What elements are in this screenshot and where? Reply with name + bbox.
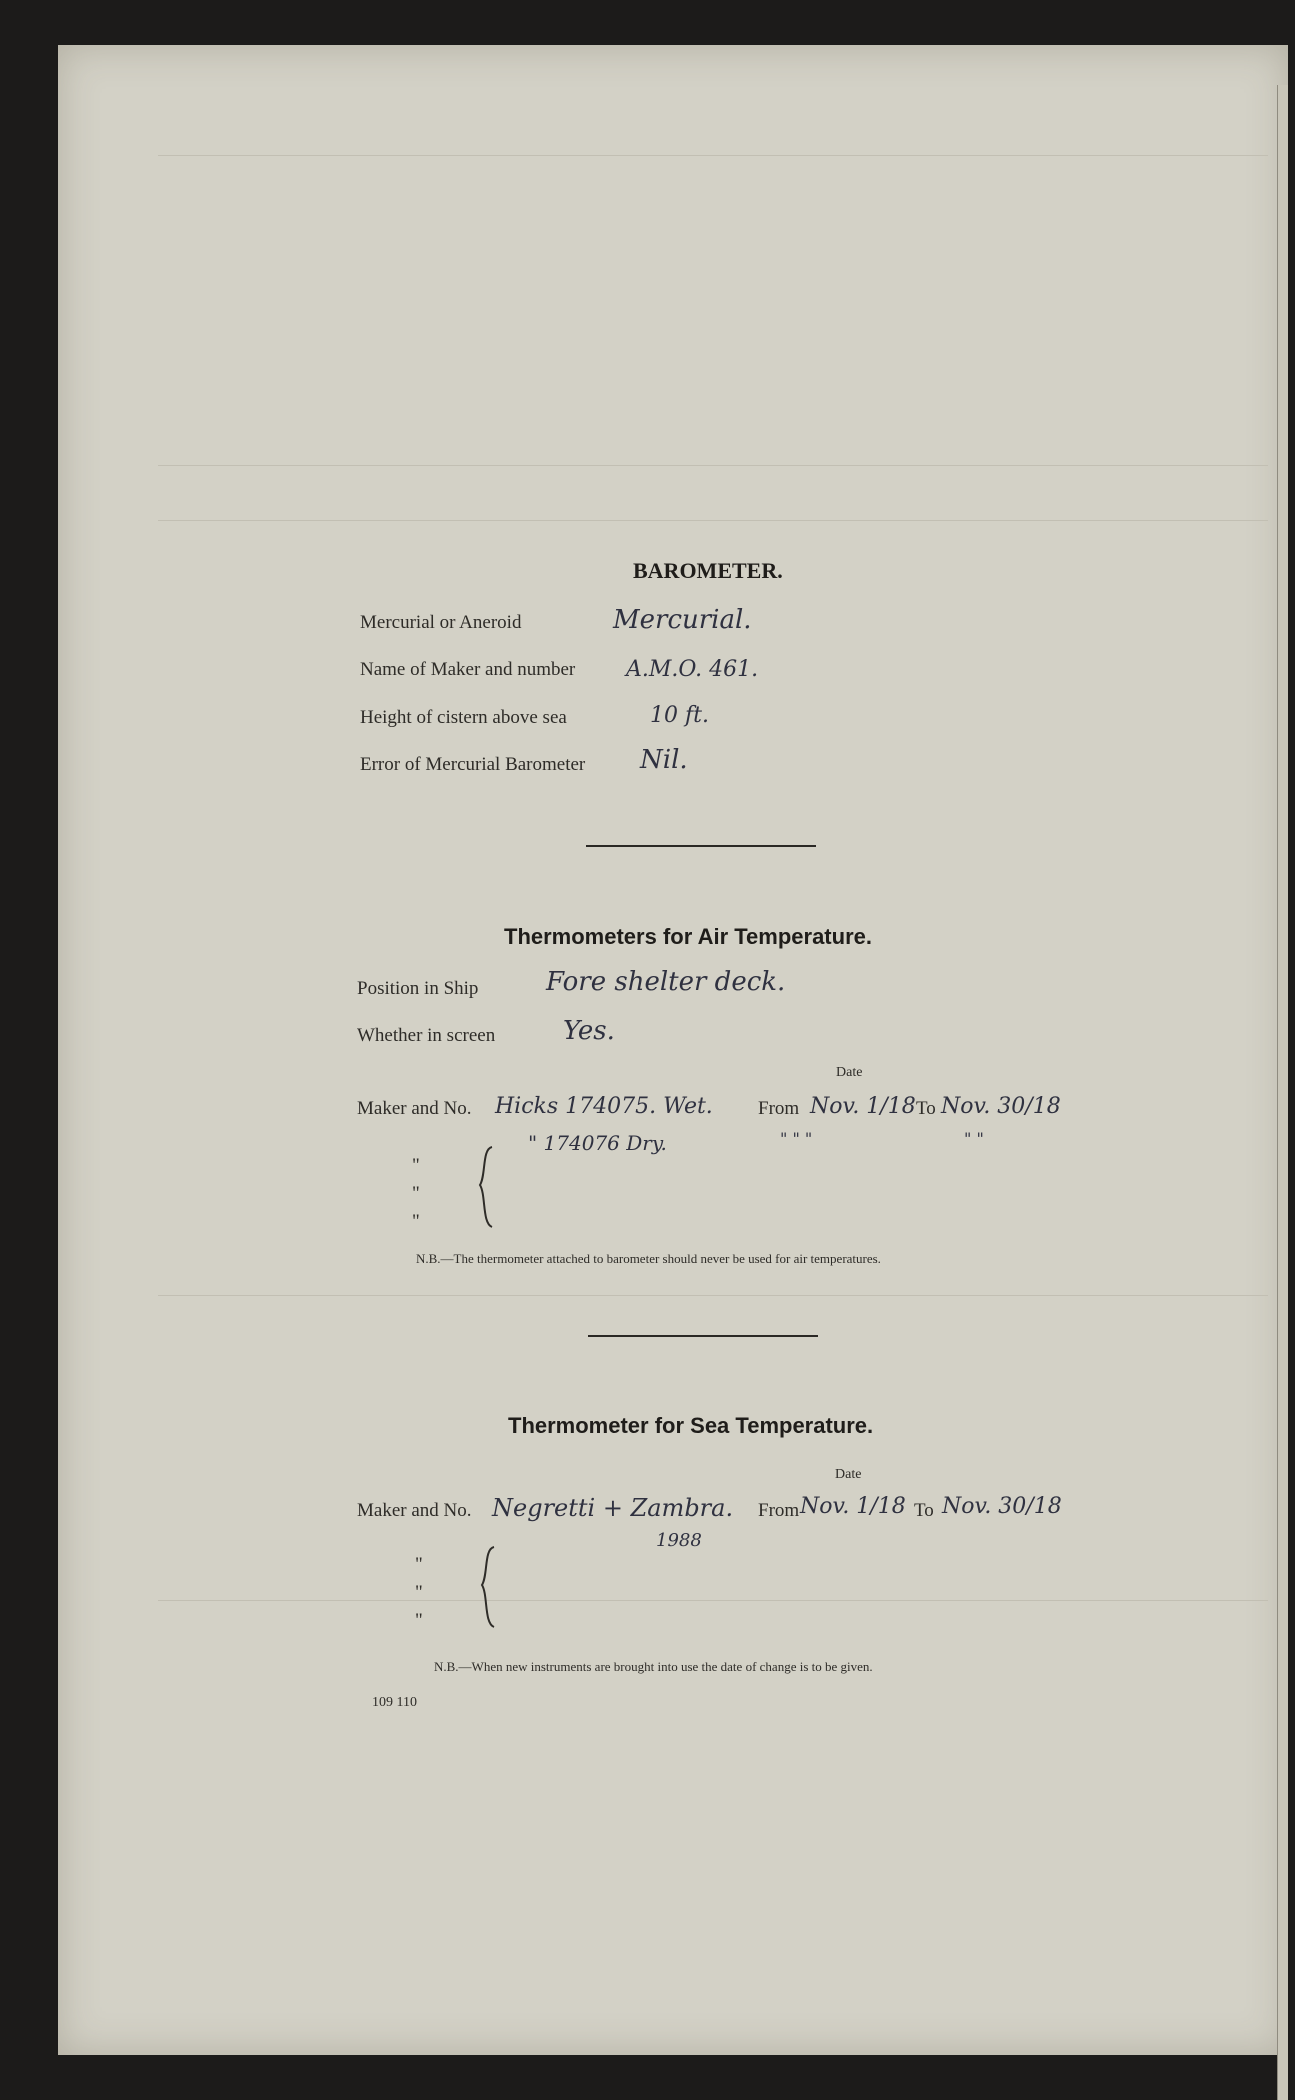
barometer-height-value: 10 ft. xyxy=(650,703,709,728)
sea-to-value: Nov. 30/18 xyxy=(942,1494,1062,1519)
position-label: Position in Ship xyxy=(357,978,479,999)
air-from-value: Nov. 1/18 xyxy=(810,1094,916,1119)
barometer-heading: BAROMETER. xyxy=(633,558,783,583)
bleed-through-line xyxy=(158,1600,1268,1601)
screen-label: Whether in screen xyxy=(357,1025,496,1046)
sea-maker-number: 1988 xyxy=(656,1530,702,1551)
screen-value: Yes. xyxy=(563,1016,615,1046)
bleed-through-line xyxy=(158,520,1268,521)
barometer-type-value: Mercurial. xyxy=(613,605,752,635)
air-ditto-mark: " xyxy=(412,1183,420,1204)
sea-to-label: To xyxy=(914,1500,934,1521)
sea-from-label: From xyxy=(758,1500,800,1521)
position-value: Fore shelter deck. xyxy=(546,967,786,997)
page-edge xyxy=(1277,85,1288,2100)
sea-maker-value: Negretti + Zambra. xyxy=(492,1494,734,1522)
air-from-ditto: " " " xyxy=(780,1129,813,1148)
sea-ditto-mark: " xyxy=(415,1610,423,1631)
air-ditto-mark: " xyxy=(412,1155,420,1176)
sea-ditto-mark: " xyxy=(415,1554,423,1575)
section-divider xyxy=(588,1335,818,1337)
air-brace-icon xyxy=(476,1145,496,1229)
section-divider xyxy=(586,845,816,847)
air-from-label: From xyxy=(758,1098,800,1119)
sea-thermometer-heading: Thermometer for Sea Temperature. xyxy=(508,1413,874,1438)
bleed-through-line xyxy=(158,1295,1268,1296)
sea-from-value: Nov. 1/18 xyxy=(800,1494,906,1519)
air-thermometers-heading: Thermometers for Air Temperature. xyxy=(504,924,872,949)
sea-brace-icon xyxy=(478,1545,498,1629)
sea-ditto-mark: " xyxy=(415,1582,423,1603)
air-maker-value-2: " 174076 Dry. xyxy=(528,1131,667,1155)
air-to-ditto: " " xyxy=(964,1129,984,1148)
sea-maker-label: Maker and No. xyxy=(357,1500,472,1521)
barometer-type-label: Mercurial or Aneroid xyxy=(360,612,522,633)
barometer-maker-value: A.M.O. 461. xyxy=(626,657,759,682)
air-to-value: Nov. 30/18 xyxy=(941,1094,1061,1119)
bleed-through-line xyxy=(158,155,1268,156)
sea-date-label: Date xyxy=(835,1467,862,1482)
air-note: N.B.—The thermometer attached to barometer should never be used for air temperatures. xyxy=(416,1251,881,1266)
barometer-maker-label: Name of Maker and number xyxy=(360,659,576,680)
air-to-label: To xyxy=(916,1098,936,1119)
barometer-error-label: Error of Mercurial Barometer xyxy=(360,754,586,775)
air-maker-label: Maker and No. xyxy=(357,1098,472,1119)
barometer-height-label: Height of cistern above sea xyxy=(360,707,567,728)
air-maker-value-1: Hicks 174075. Wet. xyxy=(495,1094,713,1119)
form-number: 109 110 xyxy=(372,1695,417,1710)
bleed-through-line xyxy=(158,465,1268,466)
air-ditto-mark: " xyxy=(412,1211,420,1232)
barometer-error-value: Nil. xyxy=(640,745,688,775)
air-date-label: Date xyxy=(836,1065,863,1080)
sea-note: N.B.—When new instruments are brought into use the date of change is to be given. xyxy=(434,1659,873,1674)
document-page xyxy=(58,45,1288,2055)
